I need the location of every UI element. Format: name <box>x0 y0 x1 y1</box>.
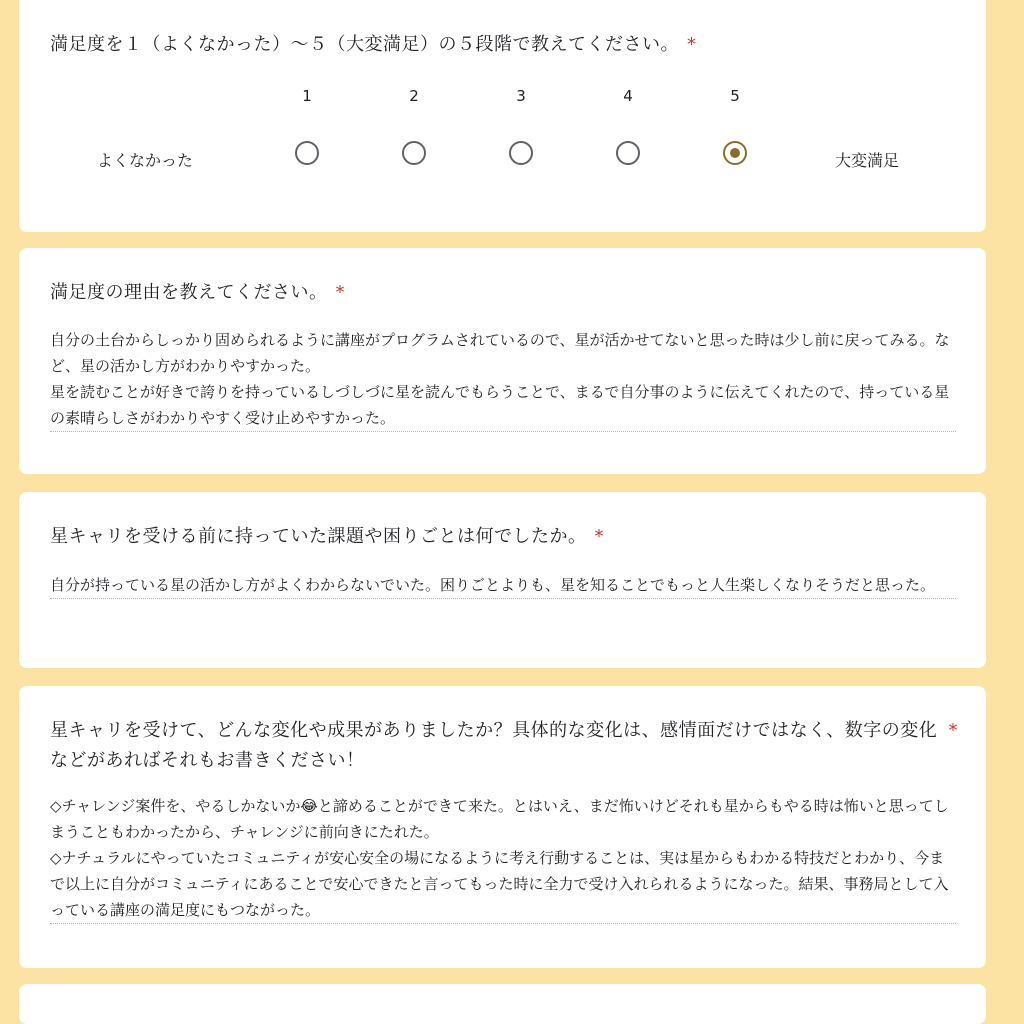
question-title-text: 星キャリを受ける前に持っていた課題や困りごとは何でしたか。 <box>50 526 587 547</box>
answer-text: 自分が持っている星の活かし方がよくわからないでいた。困りごとよりも、星を知ることでもっと人生楽しくなりそうだと思った。 <box>50 572 956 599</box>
question-card-changes-results <box>19 686 986 968</box>
radio-option-5-selected[interactable] <box>723 141 747 165</box>
question-card-prior-issues <box>19 492 986 668</box>
question-card-next <box>19 984 986 1024</box>
question-title-text: 満足度を１（よくなかった）〜５（大変満足）の５段階で教えてください。 <box>50 34 679 55</box>
question-title <box>50 278 958 308</box>
radio-option-4[interactable] <box>616 141 640 165</box>
answer-text: 自分の土台からしっかり固められるように講座がプログラムされているので、星が活かせてないと思った時は少し前に戻ってみる。など、星の活かし方がわかりやすかった。 星を読むことが好きで誇りを持っているしづしづに星を読んでもらうことで、まるで自分事のように伝えてくれたので、持っている星の素晴らしさがわかりやすく受け止めやすかった。 <box>50 327 956 432</box>
scale-number-3: 3 <box>516 87 526 105</box>
answer-text: ◇チャレンジ案件を、やるしかないか😂と諦めることができて来た。とはいえ、まだ怖いけどそれも星からもやる時は怖いと思ってしまうこともわかったから、チャレンジに前向きにたれた。 ◇ナチュラルにやっていたコミュニティが安心安全の場になるように考え行動することは、実は星からもわかる特技だとわかり、今まで以上に自分がコミュニティにあることで安心できたと言ってもった時に全力で受け入れられるようになった。結果、事務局として入っている講座の満足度にもつながった。 <box>50 793 956 924</box>
radio-option-1[interactable] <box>295 141 319 165</box>
scale-number-4: 4 <box>623 87 633 105</box>
question-card-satisfaction-reason <box>19 248 986 474</box>
question-card-satisfaction-scale <box>19 0 986 232</box>
question-title <box>50 522 958 552</box>
required-asterisk: * <box>948 720 958 741</box>
required-asterisk: * <box>335 282 345 303</box>
scale-number-2: 2 <box>409 87 419 105</box>
scale-low-label: よくなかった <box>97 151 194 170</box>
question-title-text: 満足度の理由を教えてください。 <box>50 282 328 303</box>
question-title <box>50 30 958 60</box>
question-title <box>50 716 958 776</box>
scale-number-5: 5 <box>730 87 740 105</box>
radio-option-3[interactable] <box>509 141 533 165</box>
required-asterisk: * <box>687 34 697 55</box>
scale-high-label: 大変満足 <box>835 151 900 170</box>
radio-selected-dot <box>730 148 740 158</box>
radio-option-2[interactable] <box>402 141 426 165</box>
scale-number-1: 1 <box>302 87 312 105</box>
question-title-text: 星キャリを受けて、どんな変化や成果がありましたか？具体的な変化は、感情面だけではなく、数字の変化などがあればそれもお書きください！ <box>50 720 938 771</box>
required-asterisk: * <box>594 526 604 547</box>
